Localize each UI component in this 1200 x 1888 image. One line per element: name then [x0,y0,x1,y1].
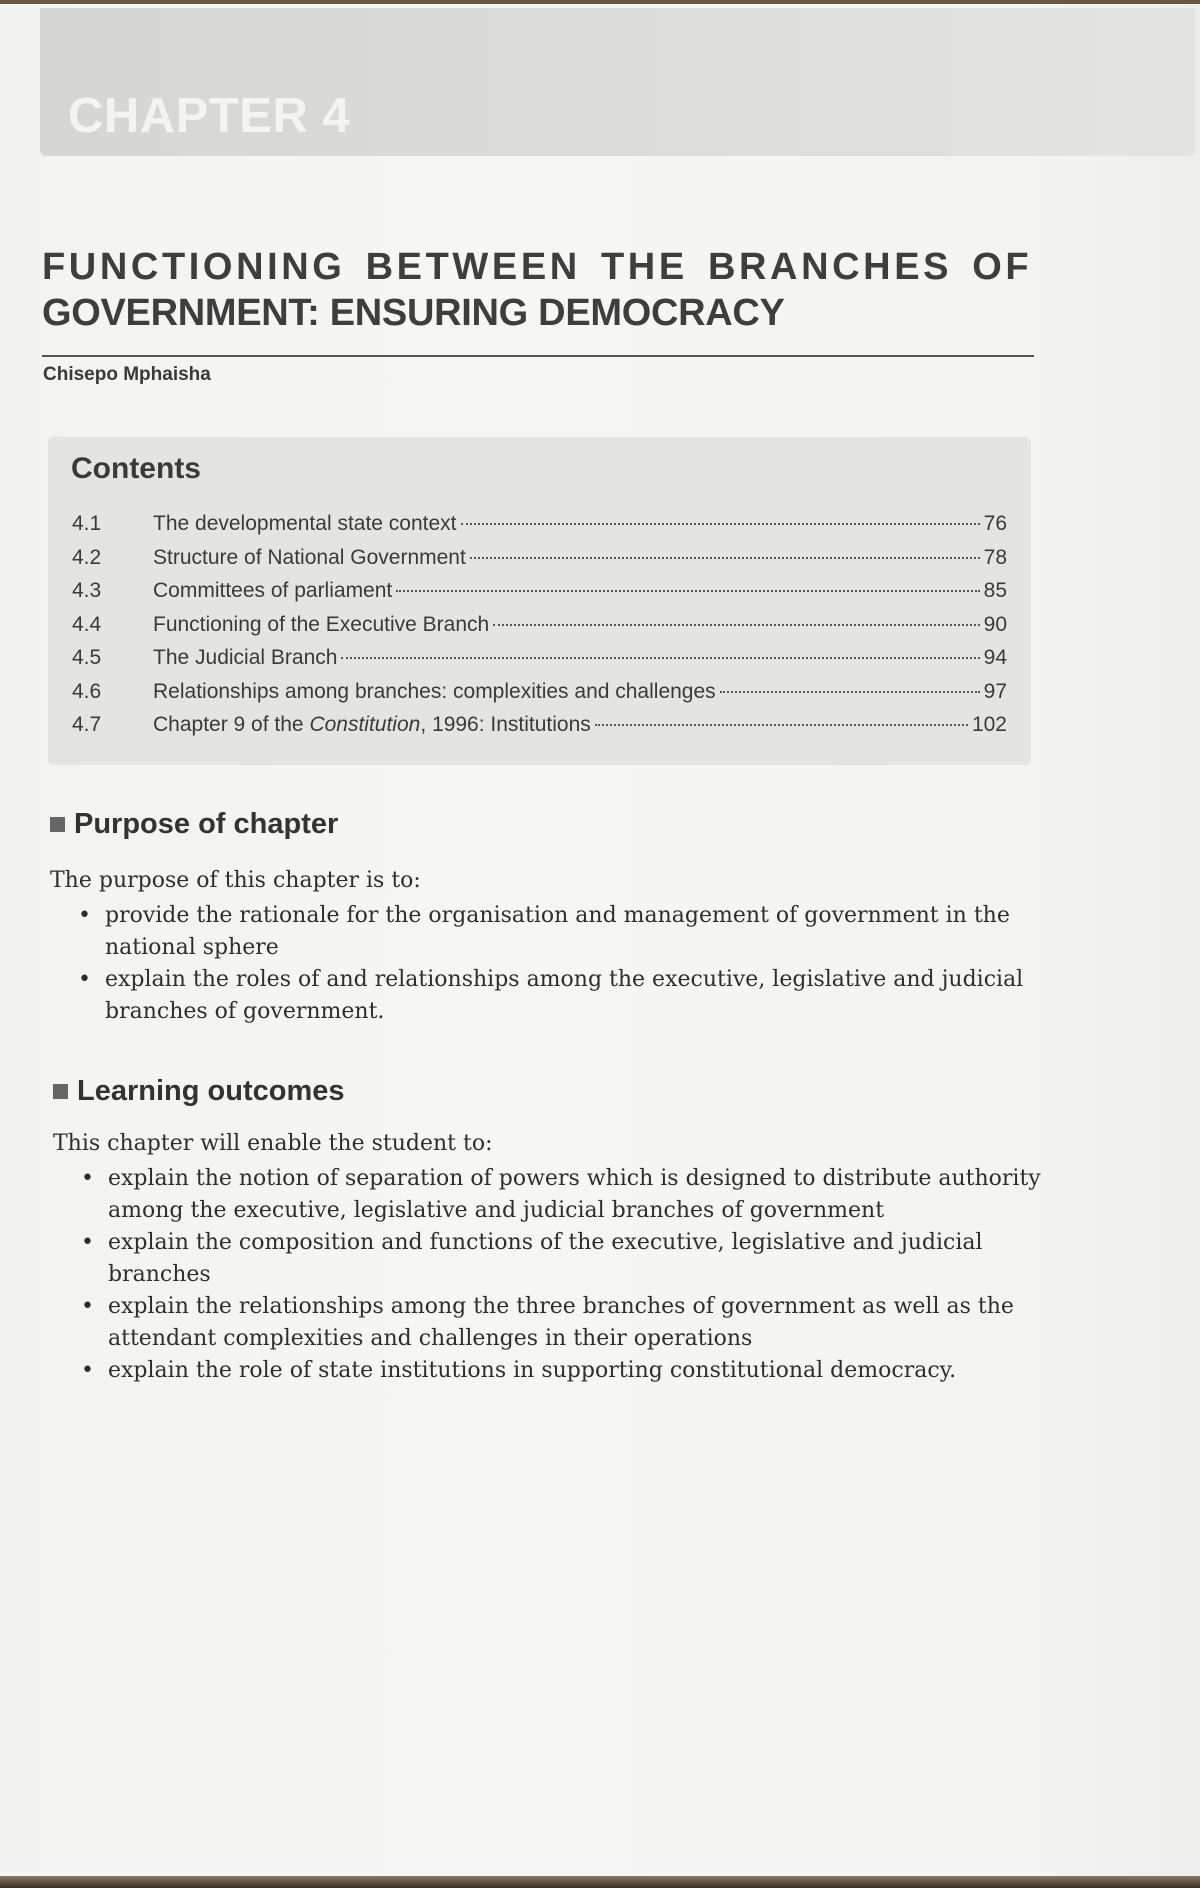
chapter-label: CHAPTER 4 [68,89,351,143]
toc-leader-dots [493,624,979,626]
toc-entry[interactable] [72,680,1007,714]
list-item: • explain the notion of separation of powers which is designed to distribute authority among the executive, legislative and judicial branches of government [108,1163,1043,1227]
purpose-list [105,900,1040,1028]
toc-number: 4.1 [72,512,102,535]
toc-number: 4.7 [72,713,102,736]
toc-leader-dots [341,657,979,659]
outcomes-intro: This chapter will enable the student to: [53,1131,493,1156]
toc-page-number: 90 [983,612,1007,636]
toc-number: 4.6 [72,679,102,703]
toc-entry[interactable] [72,713,1007,747]
list-item: • explain the composition and functions of the executive, legislative and judicial branches [108,1227,1043,1291]
toc-title-italic: Constitution [309,713,421,736]
title-divider [42,355,1034,357]
purpose-heading-text: Purpose of chapter [74,808,339,840]
toc-number: 4.2 [72,545,102,569]
toc-leader-dots [720,691,980,693]
toc-title-suffix: , 1996: Institutions [420,713,591,736]
purpose-intro: The purpose of this chapter is to: [50,868,421,893]
toc-entry[interactable] [72,512,1007,546]
table-of-contents [72,512,1007,747]
square-bullet-icon [50,817,65,832]
page-bottom-edge [0,1876,1200,1888]
outcomes-list [108,1163,1043,1387]
toc-title: Committees of parliament [153,579,393,602]
list-item: • explain the roles of and relationships among the executive, legislative and judicial branches of government. [105,964,1040,1028]
toc-title-prefix: Chapter 9 of the [153,713,310,736]
toc-entry[interactable] [72,613,1007,647]
toc-leader-dots [461,523,980,525]
chapter-title-line-2: GOVERNMENT: ENSURING DEMOCRACY [42,292,785,334]
toc-leader-dots [595,724,968,726]
toc-leader-dots [396,590,979,592]
toc-number: 4.3 [72,579,102,602]
outcomes-heading-text: Learning outcomes [77,1075,345,1107]
outcomes-heading [53,1075,345,1108]
purpose-heading [50,808,338,841]
toc-entry[interactable] [72,646,1007,680]
toc-title: Relationships among branches: complexities and challenges [153,679,716,703]
list-item: • explain the relationships among the three branches of government as well as the attendant complexities and challenges in their operations [108,1291,1043,1355]
toc-title [153,713,591,737]
square-bullet-icon [53,1084,68,1099]
toc-page-number: 102 [971,713,1007,736]
chapter-title [42,244,1042,336]
list-item: • provide the rationale for the organisation and management of government in the national sphere [105,900,1040,964]
toc-number: 4.4 [72,612,102,636]
chapter-title-line-1: FUNCTIONING BETWEEN THE BRANCHES OF [42,246,1033,288]
toc-number: 4.5 [72,646,102,669]
toc-title: The developmental state context [153,512,457,535]
toc-page-number: 76 [983,512,1007,535]
toc-page-number: 85 [983,579,1007,602]
list-item: • explain the role of state institutions in supporting constitutional democracy. [108,1355,1043,1387]
toc-entry[interactable] [72,546,1007,580]
page-top-edge [0,0,1200,4]
toc-title: The Judicial Branch [153,646,338,669]
author-name: Chisepo Mphaisha [43,364,211,385]
toc-page-number: 97 [983,679,1007,703]
toc-page-number: 94 [983,646,1007,669]
contents-heading: Contents [71,452,201,485]
toc-title: Structure of National Government [153,545,466,569]
toc-leader-dots [470,557,980,559]
toc-page-number: 78 [983,545,1007,569]
toc-title: Functioning of the Executive Branch [153,612,490,636]
toc-entry[interactable] [72,579,1007,613]
